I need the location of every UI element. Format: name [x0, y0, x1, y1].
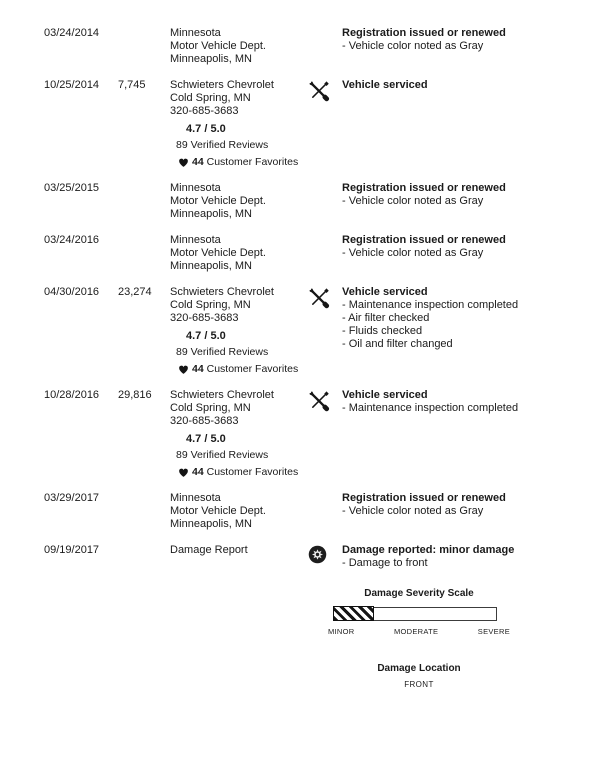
customer-favorites	[178, 156, 308, 169]
source-line: 320-685-3683	[170, 415, 239, 427]
record-event-title: Registration issued or renewed	[342, 234, 506, 246]
record-mileage: 7,745	[118, 79, 146, 91]
source-line: Schwieters Chevrolet	[170, 389, 274, 401]
favorites-count: 44	[192, 466, 204, 478]
damage-severity-scale-title: Damage Severity Scale	[364, 588, 474, 599]
record-icon-slot	[308, 492, 342, 493]
severity-label-severe: SEVERE	[477, 627, 510, 636]
record-event-title: Registration issued or renewed	[342, 27, 506, 39]
record-detail-bullets	[342, 299, 582, 351]
record-mileage: 29,816	[118, 389, 152, 401]
history-record-row	[44, 544, 582, 570]
record-detail-bullets	[342, 505, 582, 518]
severity-label-moderate: MODERATE	[393, 627, 439, 636]
source-line: Motor Vehicle Dept.	[170, 40, 266, 52]
source-lines	[170, 492, 308, 531]
source-line: Cold Spring, MN	[170, 402, 251, 414]
source-lines	[170, 286, 308, 325]
heart-icon	[178, 365, 189, 375]
record-date: 03/24/2016	[44, 234, 100, 246]
record-details	[308, 286, 582, 351]
source-lines	[170, 182, 308, 221]
severity-fill-minor	[333, 606, 374, 621]
collision-icon	[308, 544, 342, 568]
favorites-count: 44	[192, 156, 204, 168]
record-date: 03/25/2015	[44, 182, 100, 194]
record-detail-bullets	[342, 557, 582, 570]
record-details	[308, 492, 582, 518]
record-detail-bullets	[342, 40, 582, 53]
customer-favorites	[178, 466, 308, 479]
damage-location-title: Damage Location	[377, 663, 461, 674]
record-date: 10/28/2016	[44, 389, 100, 401]
detail-line: - Vehicle color noted as Gray	[342, 195, 484, 207]
source-line: Minneapolis, MN	[170, 208, 252, 220]
record-source	[170, 27, 308, 66]
record-detail-text	[342, 286, 582, 351]
customer-favorites	[178, 363, 308, 376]
source-line: Minneapolis, MN	[170, 518, 252, 530]
severity-scale-labels	[328, 627, 510, 636]
heart-icon	[178, 158, 189, 168]
source-line: Schwieters Chevrolet	[170, 79, 274, 91]
source-line: Damage Report	[170, 544, 248, 556]
favorites-label: Customer Favorites	[203, 363, 299, 375]
detail-line: - Oil and filter changed	[342, 338, 453, 350]
detail-line: - Fluids checked	[342, 325, 423, 337]
record-source	[170, 182, 308, 221]
detail-line: - Vehicle color noted as Gray	[342, 505, 484, 517]
record-date: 09/19/2017	[44, 544, 100, 556]
record-details	[308, 79, 582, 106]
record-event-title: Vehicle serviced	[342, 286, 428, 298]
dealer-rating-block	[170, 433, 308, 479]
wrench-screwdriver-icon	[308, 286, 342, 313]
wrench-screwdriver-icon	[308, 389, 342, 416]
source-lines	[170, 234, 308, 273]
record-detail-text	[342, 544, 582, 570]
record-icon-slot	[308, 234, 342, 235]
favorites-label: Customer Favorites	[203, 156, 299, 168]
record-date: 03/29/2017	[44, 492, 100, 504]
detail-line: - Maintenance inspection completed	[342, 299, 519, 311]
source-line: 320-685-3683	[170, 312, 239, 324]
history-record-row	[44, 389, 582, 479]
source-line: Minneapolis, MN	[170, 53, 252, 65]
record-mileage: 23,274	[118, 286, 152, 298]
favorites-label: Customer Favorites	[203, 466, 299, 478]
record-detail-text	[342, 492, 582, 518]
source-line: Minneapolis, MN	[170, 260, 252, 272]
detail-line: - Air filter checked	[342, 312, 430, 324]
record-date: 10/25/2014	[44, 79, 100, 91]
source-line: Minnesota	[170, 234, 221, 246]
record-details	[308, 234, 582, 260]
record-source	[170, 79, 308, 169]
source-lines	[170, 27, 308, 66]
source-lines	[170, 79, 308, 118]
damage-location-value: FRONT	[404, 680, 434, 689]
dealer-rating-block	[170, 123, 308, 169]
detail-line: - Vehicle color noted as Gray	[342, 247, 484, 259]
record-source	[170, 492, 308, 531]
verified-reviews-count: 89 Verified Reviews	[176, 346, 269, 358]
history-record-row	[44, 182, 582, 221]
record-source	[170, 234, 308, 273]
detail-line: - Vehicle color noted as Gray	[342, 40, 484, 52]
record-event-title: Vehicle serviced	[342, 389, 428, 401]
record-detail-text	[342, 182, 582, 208]
dealer-rating-score: 4.7 / 5.0	[186, 330, 226, 342]
source-line: Minnesota	[170, 182, 221, 194]
heart-icon	[178, 468, 189, 478]
damage-severity-bar	[333, 607, 497, 621]
record-detail-bullets	[342, 195, 582, 208]
record-event-title: Damage reported: minor damage	[342, 544, 515, 556]
verified-reviews-count: 89 Verified Reviews	[176, 139, 269, 151]
history-record-row	[44, 234, 582, 273]
wrench-screwdriver-icon	[308, 79, 342, 106]
record-source	[170, 389, 308, 479]
record-event-title: Registration issued or renewed	[342, 492, 506, 504]
source-line: Motor Vehicle Dept.	[170, 195, 266, 207]
damage-severity-section	[328, 588, 510, 689]
source-line: Minnesota	[170, 27, 221, 39]
favorites-count: 44	[192, 363, 204, 375]
source-line: Schwieters Chevrolet	[170, 286, 274, 298]
record-details	[308, 27, 582, 53]
record-detail-text	[342, 27, 582, 53]
detail-line: - Damage to front	[342, 557, 428, 569]
dealer-rating-score: 4.7 / 5.0	[186, 433, 226, 445]
source-line: Minnesota	[170, 492, 221, 504]
record-icon-slot	[308, 182, 342, 183]
source-line: Cold Spring, MN	[170, 92, 251, 104]
record-detail-bullets	[342, 247, 582, 260]
record-icon-slot	[308, 27, 342, 28]
source-lines	[170, 544, 308, 557]
verified-reviews-count: 89 Verified Reviews	[176, 449, 269, 461]
record-details	[308, 389, 582, 416]
history-record-row	[44, 492, 582, 531]
record-details	[308, 182, 582, 208]
source-line: Cold Spring, MN	[170, 299, 251, 311]
source-line: Motor Vehicle Dept.	[170, 247, 266, 259]
detail-line: - Maintenance inspection completed	[342, 402, 519, 414]
source-line: 320-685-3683	[170, 105, 239, 117]
history-record-row	[44, 79, 582, 169]
record-date: 04/30/2016	[44, 286, 100, 298]
record-event-title: Vehicle serviced	[342, 79, 428, 91]
record-detail-text	[342, 389, 582, 415]
record-details	[308, 544, 582, 570]
record-detail-text	[342, 79, 582, 92]
dealer-rating-block	[170, 330, 308, 376]
source-lines	[170, 389, 308, 428]
history-record-row	[44, 286, 582, 376]
dealer-rating-score: 4.7 / 5.0	[186, 123, 226, 135]
severity-label-minor: MINOR	[328, 627, 355, 636]
record-date: 03/24/2014	[44, 27, 100, 39]
record-event-title: Registration issued or renewed	[342, 182, 506, 194]
record-detail-bullets	[342, 402, 582, 415]
history-record-row	[44, 27, 582, 66]
record-source	[170, 286, 308, 376]
source-line: Motor Vehicle Dept.	[170, 505, 266, 517]
record-detail-text	[342, 234, 582, 260]
record-source	[170, 544, 308, 557]
